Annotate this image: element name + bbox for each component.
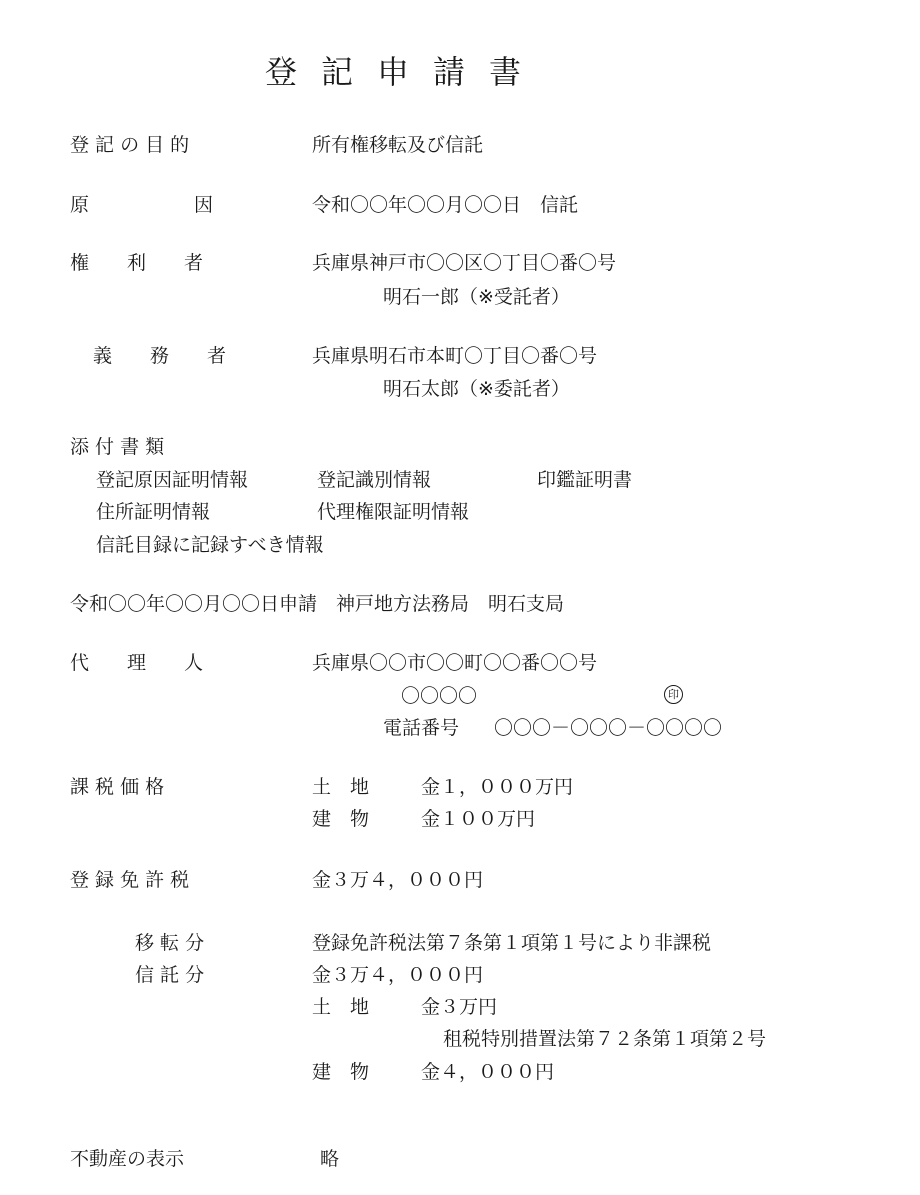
rights-holder-name: 明石一郎（※受託者）	[383, 286, 570, 308]
cause-label-right: 因	[194, 194, 214, 216]
trust-land-label: 土 地	[312, 996, 370, 1018]
attachment-item: 信託目録に記録すべき情報	[96, 534, 324, 556]
transfer-portion-value: 登録免許税法第７条第１項第１号により非課税	[312, 932, 712, 954]
agent-phone-label: 電話番号	[383, 717, 460, 739]
trust-land-note: 租税特別措置法第７２条第１項第２号	[443, 1028, 767, 1050]
seal-mark-icon: 印	[664, 685, 683, 704]
transfer-portion-label: 移 転 分	[135, 932, 205, 954]
tax-land-value: 金１，０００万円	[421, 776, 574, 798]
rights-holder-label: 権 利 者	[70, 252, 204, 274]
cause-label-left: 原	[70, 194, 90, 216]
attachment-item: 登記識別情報	[317, 469, 432, 491]
attachment-item: 代理権限証明情報	[317, 501, 470, 523]
purpose-value: 所有権移転及び信託	[312, 134, 484, 156]
attachment-item: 印鑑証明書	[537, 469, 633, 491]
trust-portion-value: 金３万４，０００円	[312, 964, 484, 986]
cause-value: 令和〇〇年〇〇月〇〇日 信託	[312, 194, 579, 216]
attachment-item: 住所証明情報	[96, 501, 211, 523]
obligor-label: 義 務 者	[93, 345, 227, 367]
registration-tax-value: 金３万４，０００円	[312, 869, 484, 891]
trust-building-value: 金４，０００円	[421, 1061, 555, 1083]
trust-building-label: 建 物	[312, 1061, 370, 1083]
application-line: 令和〇〇年〇〇月〇〇日申請 神戸地方法務局 明石支局	[70, 593, 565, 615]
agent-phone: 〇〇〇－〇〇〇－〇〇〇〇	[494, 717, 723, 739]
obligor-name: 明石太郎（※委託者）	[383, 378, 570, 400]
attachments-label: 添 付 書 類	[70, 436, 165, 458]
tax-building-value: 金１００万円	[421, 808, 536, 830]
document-title: 登記申請書	[265, 53, 546, 91]
obligor-address: 兵庫県明石市本町〇丁目〇番〇号	[312, 345, 598, 367]
tax-building-label: 建 物	[312, 808, 370, 830]
registration-tax-label: 登 録 免 許 税	[70, 869, 190, 891]
attachment-item: 登記原因証明情報	[96, 469, 249, 491]
agent-address: 兵庫県〇〇市〇〇町〇〇番〇〇号	[312, 652, 598, 674]
tax-value-label: 課 税 価 格	[70, 776, 165, 798]
trust-land-value: 金３万円	[421, 996, 498, 1018]
property-label: 不動産の表示	[70, 1148, 185, 1170]
agent-label: 代 理 人	[70, 652, 204, 674]
agent-name: 〇〇〇〇	[401, 685, 478, 707]
rights-holder-address: 兵庫県神戸市〇〇区〇丁目〇番〇号	[312, 252, 617, 274]
tax-land-label: 土 地	[312, 776, 370, 798]
property-value: 略	[320, 1148, 340, 1170]
purpose-label: 登 記 の 目 的	[70, 134, 190, 156]
trust-portion-label: 信 託 分	[135, 964, 205, 986]
